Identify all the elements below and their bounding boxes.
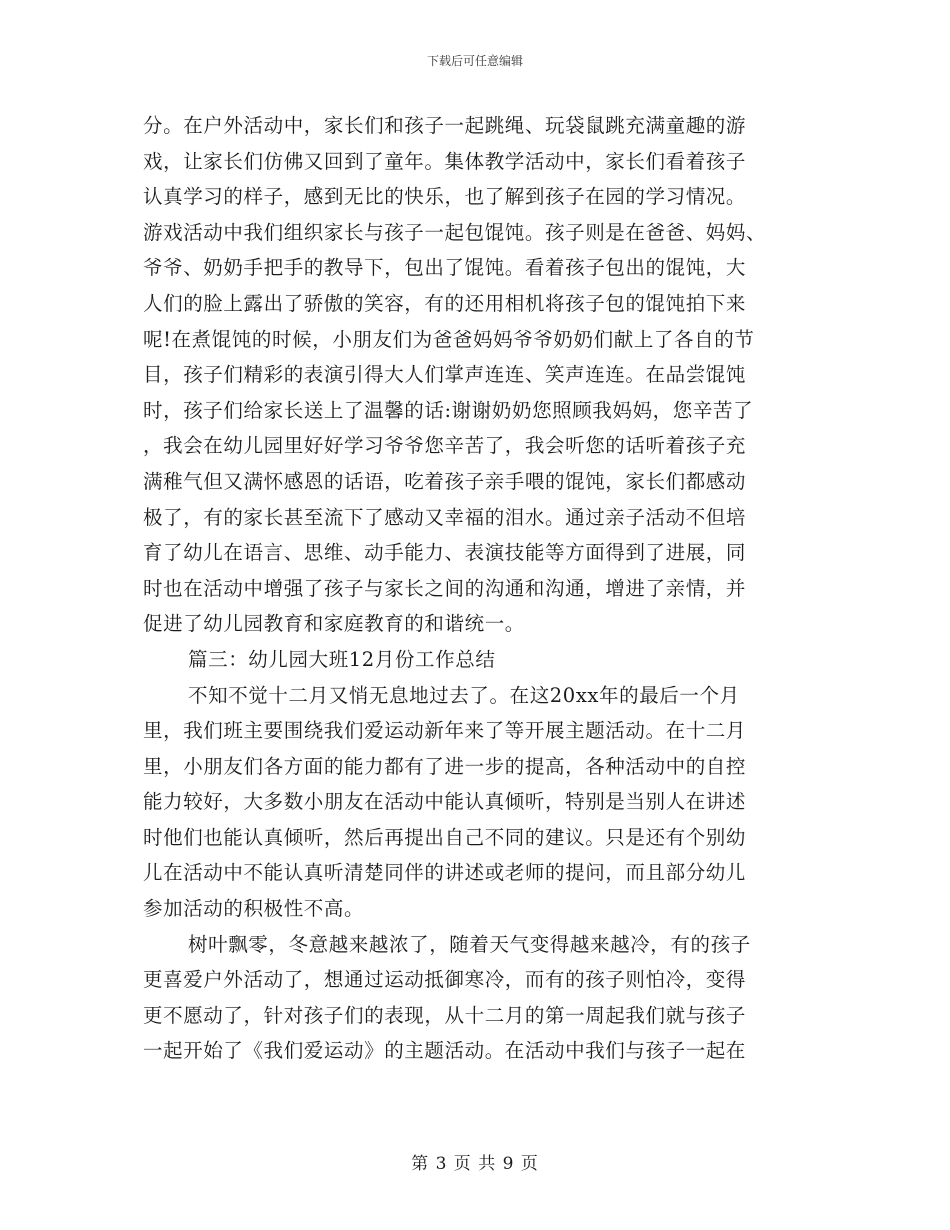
text-line: 时，孩子们给家长送上了温馨的话:谢谢奶奶您照顾我妈妈，您辛苦了 xyxy=(143,398,754,422)
text-line: 参加活动的积极性不高。 xyxy=(143,897,365,921)
text-line: 育了幼儿在语言、思维、动手能力、表演技能等方面得到了进展，同 xyxy=(143,541,747,565)
text-line: 认真学习的样子，感到无比的快乐，也了解到孩子在园的学习情况。 xyxy=(143,185,747,209)
page-header: 下载后可任意编辑 xyxy=(426,54,523,68)
text-line: 满稚气但又满怀感恩的话语，吃着孩子亲手喂的馄饨，家长们都感动 xyxy=(143,469,747,493)
text-line: ，我会在幼儿园里好好学习爷爷您辛苦了，我会听您的话听着孩子充 xyxy=(143,434,747,458)
text-line: 分。在户外活动中，家长们和孩子一起跳绳、玩袋鼠跳充满童趣的游 xyxy=(143,114,747,137)
text-line: 能力较好，大多数小朋友在活动中能认真倾听，特别是当别人在讲述 xyxy=(143,790,747,814)
text-line: 爷爷、奶奶手把手的教导下，包出了馄饨。看着孩子包出的馄饨，大 xyxy=(143,256,747,280)
text-line: 树叶飘零，冬意越来越浓了，随着天气变得越来越冷，有的孩子 xyxy=(188,932,751,956)
text-line: 目，孩子们精彩的表演引得大人们掌声连连、笑声连连。在品尝馄饨 xyxy=(143,363,747,387)
document-body xyxy=(143,108,808,1069)
page-footer: 第 3 页 共 9 页 xyxy=(411,1154,539,1174)
text-line: 一起开始了《我们爱运动》的主题活动。在活动中我们与孩子一起在 xyxy=(143,1039,747,1063)
text-line: 人们的脸上露出了骄傲的笑容，有的还用相机将孩子包的馄饨拍下来 xyxy=(143,291,747,315)
section-heading: 篇三：幼儿园大班12月份工作总结 xyxy=(188,647,496,671)
text-line: 儿在活动中不能认真听清楚同伴的讲述或老师的提问，而且部分幼儿 xyxy=(143,861,747,885)
text-line: 里，我们班主要围绕我们爱运动新年来了等开展主题活动。在十二月 xyxy=(143,719,747,743)
text-line: 时他们也能认真倾听，然后再提出自己不同的建议。只是还有个别幼 xyxy=(143,825,747,849)
text-line: 不知不觉十二月又悄无息地过去了。在这20xx年的最后一个月 xyxy=(188,683,740,707)
text-line: 更不愿动了，针对孩子们的表现，从十二月的第一周起我们就与孩子 xyxy=(143,1003,747,1027)
text-line: 呢!在煮馄饨的时候，小朋友们为爸爸妈妈爷爷奶奶们献上了各自的节 xyxy=(143,327,755,351)
text-line: 游戏活动中我们组织家长与孩子一起包馄饨。孩子则是在爸爸、妈妈、 xyxy=(143,220,767,244)
text-line: 里，小朋友们各方面的能力都有了进一步的提高，各种活动中的自控 xyxy=(143,754,747,778)
text-line: 时也在活动中增强了孩子与家长之间的沟通和沟通，增进了亲情，并 xyxy=(143,576,747,600)
text-line: 更喜爱户外活动了，想通过运动抵御寒冷，而有的孩子则怕冷，变得 xyxy=(143,968,747,992)
text-line: 极了，有的家长甚至流下了感动又幸福的泪水。通过亲子活动不但培 xyxy=(143,505,747,529)
text-line: 戏，让家长们仿佛又回到了童年。集体教学活动中，家长们看着孩子 xyxy=(143,149,747,173)
text-line: 促进了幼儿园教育和家庭教育的和谐统一。 xyxy=(143,612,525,636)
